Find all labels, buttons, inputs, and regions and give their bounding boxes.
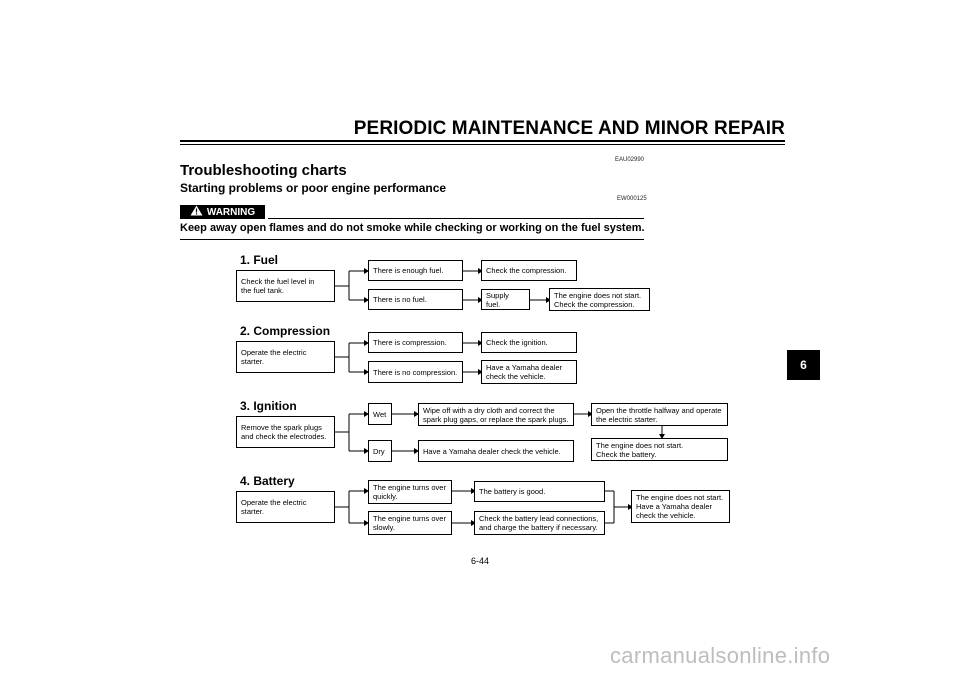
ignition-wet-box: Wet [368,403,392,425]
battery-final-box: The engine does not start. Have a Yamaha dealer check the vehicle. [631,490,730,523]
ew-code: EW000125 [617,196,647,202]
compression-start-box: Operate the electric starter. [236,341,335,373]
battery-start-box: Operate the electric starter. [236,491,335,523]
compression-yes-box: There is compression. [368,332,463,353]
compression-check-ignition-box: Check the ignition. [481,332,577,353]
fuel-check-level-box: Check the fuel level in the fuel tank. [236,270,335,302]
ignition-not-start-box: The engine does not start. Check the battery. [591,438,728,461]
compression-dealer-box: Have a Yamaha dealer check the vehicle. [481,360,577,384]
battery-quick-box: The engine turns over quickly. [368,480,452,504]
compression-section-title: 2. Compression [240,324,331,338]
compression-no-box: There is no compression. [368,361,463,383]
battery-section-title: 4. Battery [240,474,295,488]
battery-slow-box: The engine turns over slowly. [368,511,452,535]
ignition-wipe-box: Wipe off with a dry cloth and correct the spark plug gaps, or replace the spark plugs. [418,403,574,426]
section-title: Troubleshooting charts [180,162,347,179]
page-number: 6-44 [470,556,489,566]
fuel-check-compression-box: Check the compression. [481,260,577,281]
ignition-dealer-box: Have a Yamaha dealer check the vehicle. [418,440,574,462]
chapter-tab: 6 [787,350,820,380]
battery-good-box: The battery is good. [474,481,605,502]
ignition-start-box: Remove the spark plugs and check the electrodes. [236,416,335,448]
battery-check-leads-box: Check the battery lead connections, and charge the battery if necessary. [474,511,605,535]
eau-code: EAU02990 [615,157,645,163]
fuel-not-start-box: The engine does not start. Check the compression. [549,288,650,311]
ignition-dry-box: Dry [368,440,392,462]
fuel-none-box: There is no fuel. [368,289,463,310]
ignition-section-title: 3. Ignition [240,399,297,413]
ignition-throttle-box: Open the throttle halfway and operate the electric starter. [591,403,728,426]
section-subtitle: Starting problems or poor engine performance [180,181,447,195]
page-header-title: PERIODIC MAINTENANCE AND MINOR REPAIR [353,118,785,139]
fuel-section-title: 1. Fuel [240,253,279,267]
fuel-supply-box: Supply fuel. [481,289,530,310]
watermark: carmanualsonline.info [610,643,831,668]
warning-label: WARNING [206,206,256,218]
fuel-enough-box: There is enough fuel. [368,260,463,281]
warning-text: Keep away open flames and do not smoke while checking or working on the fuel system. [180,222,645,234]
